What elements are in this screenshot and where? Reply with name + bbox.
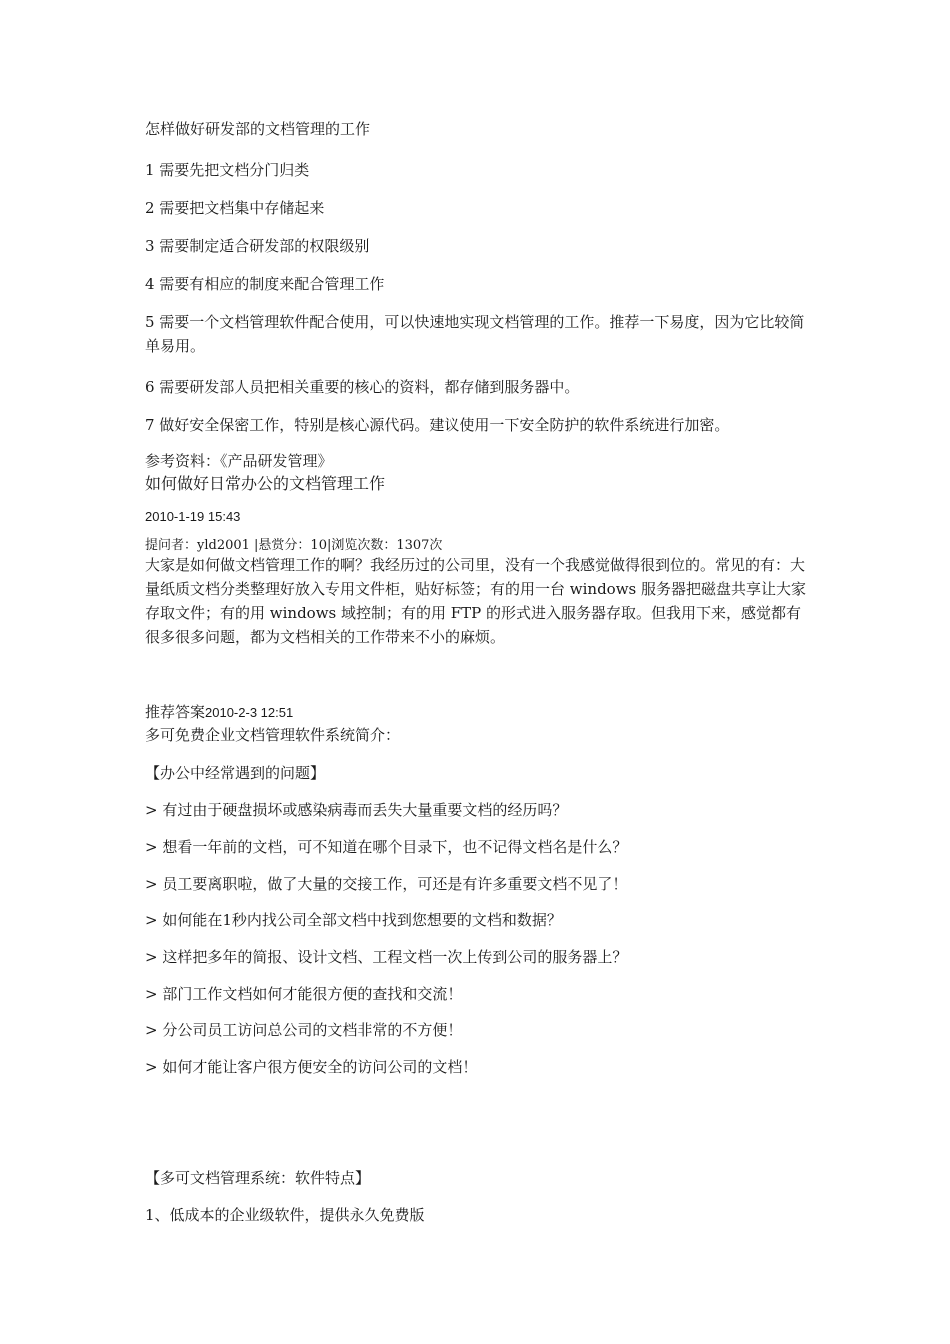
step-3: 3 需要制定适合研发部的权限级别 [145, 237, 370, 255]
problem-item: > 有过由于硬盘损坏或感染病毒而丢失大量重要文档的经历吗？ [145, 801, 568, 819]
step-1: 1 需要先把文档分门归类 [145, 161, 310, 179]
problem-item: > 这样把多年的简报、设计文档、工程文档一次上传到公司的服务器上？ [145, 948, 628, 966]
answer-label: 推荐答案 [145, 703, 206, 721]
problem-item: > 如何才能让客户很方便安全的访问公司的文档！ [145, 1058, 478, 1076]
features-heading: 【多可文档管理系统：软件特点】 [145, 1169, 371, 1187]
question-body: 大家是如何做文档管理工作的啊？我经历过的公司里，没有一个我感觉做得很到位的。常见的有：大量纸质文档分类整理好放入专用文件柜，贴好标签；有的用一台 windows 服务器把磁盘共享让大家存取文件；有的用 windows 域控制；有的用 FTP 的形式进入服务器存取。但我用下来，感觉都有很多很多问题，都为文档相关的工作带来不小的麻烦。 [145, 556, 807, 646]
problem-item: > 分公司员工访问总公司的文档非常的不方便！ [145, 1021, 463, 1039]
step-5: 5 需要一个文档管理软件配合使用，可以快速地实现文档管理的工作。推荐一下易度，因为它比较简单易用。 [145, 313, 805, 355]
doc-title: 怎样做好研发部的文档管理的工作 [145, 120, 371, 138]
reference-note: 参考资料：《产品研发管理》 [145, 452, 333, 470]
problem-item: > 员工要离职啦，做了大量的交接工作，可还是有许多重要文档不见了！ [145, 875, 628, 893]
problem-item: > 想看一年前的文档，可不知道在哪个目录下，也不记得文档名是什么？ [145, 838, 628, 856]
problems-heading: 【办公中经常遇到的问题】 [145, 764, 326, 782]
answer-header [145, 702, 293, 723]
question-meta: 提问者：yld2001 |悬赏分：10|浏览次数：1307次 [145, 538, 443, 553]
step-6: 6 需要研发部人员把相关重要的核心的资料，都存储到服务器中。 [145, 378, 580, 396]
question-title: 如何做好日常办公的文档管理工作 [145, 474, 386, 493]
problem-item: > 部门工作文档如何才能很方便的查找和交流！ [145, 985, 463, 1003]
answer-intro: 多可免费企业文档管理软件系统简介： [145, 726, 401, 744]
answer-date: 2010-2-3 12:51 [205, 705, 294, 720]
problem-item: > 如何能在1秒内找公司全部文档中找到您想要的文档和数据？ [145, 911, 562, 929]
step-2: 2 需要把文档集中存储起来 [145, 199, 325, 217]
feature-item: 1、低成本的企业级软件，提供永久免费版 [145, 1206, 425, 1224]
step-4: 4 需要有相应的制度来配合管理工作 [145, 275, 385, 293]
question-date: 2010-1-19 15:43 [145, 509, 241, 524]
step-7: 7 做好安全保密工作，特别是核心源代码。建议使用一下安全防护的软件系统进行加密。 [145, 416, 730, 434]
